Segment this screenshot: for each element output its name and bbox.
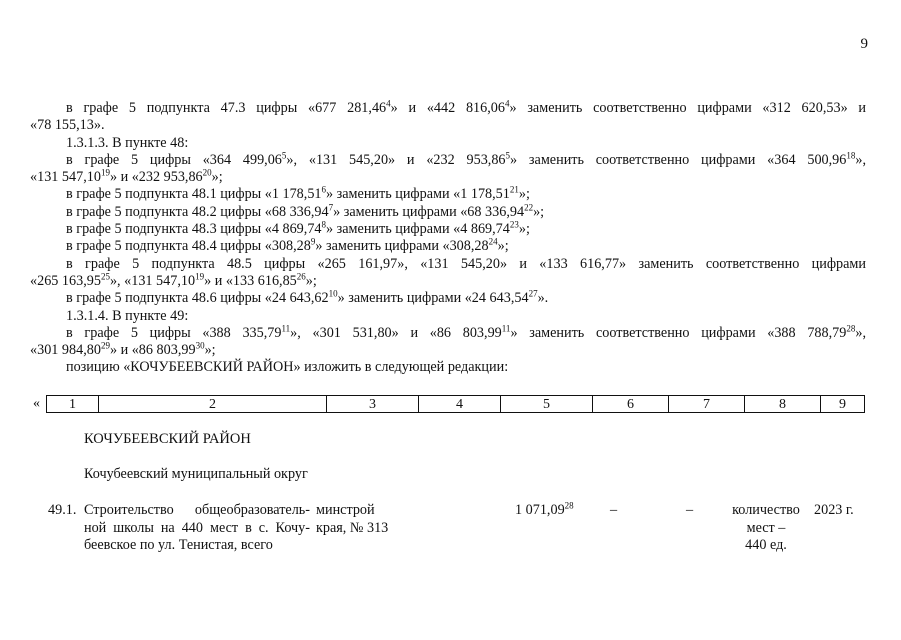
paragraph-line: в графе 5 подпункта 48.3 цифры «4 869,74$^8$» заменить цифрами «4 869,74$^{23}$»; — [66, 219, 530, 238]
result-line: мест – — [746, 519, 786, 536]
object-name — [84, 502, 310, 555]
column-number: 4 — [419, 396, 501, 413]
paragraph-line: в графе 5 подпункта 47.3 цифры «677 281,46$^4$» и «442 816,06$^4$» заменить соответственно цифрами «312 620,53» и — [66, 98, 867, 116]
paragraph-line: «131 547,10$^{19}$» и «232 953,86$^{20}$»; — [30, 167, 223, 186]
open-quote: « — [33, 396, 40, 411]
column-number: 8 — [745, 396, 821, 413]
amendment-text — [30, 100, 866, 377]
page-number: 9 — [860, 36, 868, 52]
paragraph-line: в графе 5 цифры «388 335,79$^{11}$», «301 531,80» и «86 803,99$^{11}$» заменить соответственно цифрами «388 788,79$^{28}$», — [66, 323, 866, 341]
object-name-line: Строительство общеобразователь- — [84, 502, 310, 518]
paragraph-line: в графе 5 подпункта 48.5 цифры «265 161,97», «131 545,20» и «133 616,77» заменить соответственно цифрами — [66, 255, 866, 272]
column-number: 6 — [593, 396, 669, 413]
column-number: 7 — [669, 396, 745, 413]
column-6-value: – — [610, 502, 618, 518]
district-title: КОЧУБЕЕВСКИЙ РАЙОН — [84, 431, 251, 447]
customer-line: края, № 313 — [316, 519, 389, 536]
result-line: количество — [732, 502, 800, 518]
amount-value: 1 071,09$^{28}$ — [515, 500, 574, 518]
customer-name — [316, 502, 396, 537]
paragraph-line: позицию «КОЧУБЕЕВСКИЙ РАЙОН» изложить в следующей редакции: — [66, 359, 509, 376]
municipality-name: Кочубеевский муниципальный округ — [84, 466, 308, 482]
paragraph-line: «265 163,95$^{25}$», «131 547,10$^{19}$» и «133 616,85$^{26}$»; — [30, 271, 317, 289]
column-number-row — [46, 395, 865, 413]
column-number: 2 — [99, 396, 327, 413]
paragraph-line: в графе 5 подпункта 48.4 цифры «308,28$^9$» заменить цифрами «308,28$^{24}$»; — [66, 236, 509, 255]
column-number: 3 — [327, 396, 419, 413]
column-number: 5 — [501, 396, 593, 413]
column-number: 1 — [47, 396, 99, 413]
customer-line: минстрой — [316, 502, 375, 518]
section-heading: 1.3.1.3. В пункте 48: — [66, 134, 189, 151]
section-heading: 1.3.1.4. В пункте 49: — [66, 307, 189, 324]
paragraph-line: в графе 5 цифры «364 499,06$^5$», «131 545,20» и «232 953,86$^5$» заменить соответственно цифрами «364 500,96$^{18}$», — [66, 150, 867, 168]
column-7-value: – — [686, 502, 694, 518]
object-name-line: ной школы на 440 мест в с. Кочу- — [84, 519, 310, 536]
paragraph-line: в графе 5 подпункта 48.1 цифры «1 178,51$^6$» заменить цифрами «1 178,51$^{21}$»; — [66, 184, 530, 203]
result-line: 440 ед. — [745, 537, 787, 553]
column-number: 9 — [821, 396, 865, 413]
completion-year: 2023 г. — [814, 502, 854, 518]
paragraph-line: «301 984,80$^{29}$» и «86 803,99$^{30}$»; — [30, 340, 216, 359]
paragraph-line: «78 155,13». — [30, 117, 105, 134]
object-name-line: беевское по ул. Тенистая, всего — [84, 537, 273, 553]
paragraph-line: в графе 5 подпункта 48.6 цифры «24 643,62$^{10}$» заменить цифрами «24 643,54$^{27}$». — [66, 288, 549, 307]
paragraph-line: в графе 5 подпункта 48.2 цифры «68 336,94$^7$» заменить цифрами «68 336,94$^{22}$»; — [66, 202, 545, 220]
row-number: 49.1. — [48, 502, 77, 518]
result-indicator — [728, 502, 804, 555]
